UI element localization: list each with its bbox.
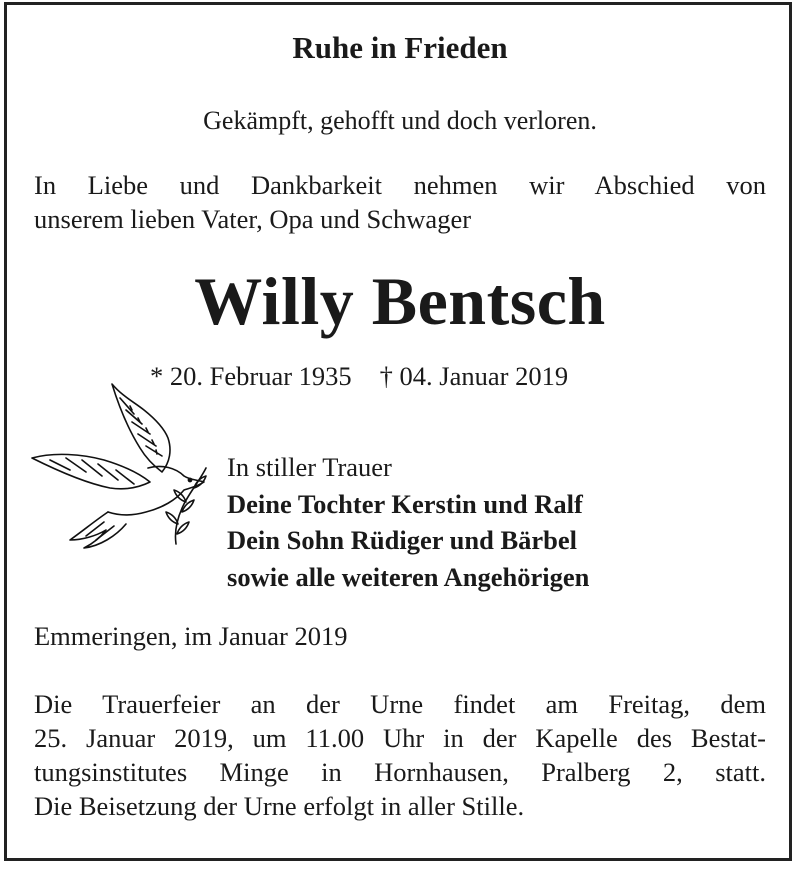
ceremony-text — [34, 687, 766, 823]
deceased-name: Willy Bentsch — [194, 263, 606, 339]
intro-line-1: In Liebe und Dankbarkeit nehmen wir Abschied von — [34, 170, 766, 200]
ceremony-line-2: 25. Januar 2019, um 11.00 Uhr in der Kapelle des Bestat- — [34, 723, 766, 753]
death-date: † 04. Januar 2019 — [379, 361, 569, 391]
ceremony-line-4: Die Beisetzung der Urne erfolgt in aller Stille. — [34, 791, 525, 821]
ceremony-line-1: Die Trauerfeier an der Urne findet am Freitag, dem — [34, 689, 766, 719]
intro-text — [34, 168, 766, 236]
mourners-line-3: sowie alle weiteren Angehörigen — [227, 561, 590, 592]
motto: Gekämpft, gehofft und doch verloren. — [203, 106, 597, 135]
ceremony-line-3: tungsinstitutes Minge in Hornhausen, Pralberg 2, statt. — [34, 757, 766, 787]
intro-line-2: unserem lieben Vater, Opa und Schwager — [34, 204, 472, 234]
mourners-intro: In stiller Trauer — [227, 452, 392, 482]
mourners-block — [227, 449, 589, 595]
birth-date: * 20. Februar 1935 — [150, 361, 352, 391]
mourners-line-1: Deine Tochter Kerstin und Ralf — [227, 488, 583, 519]
heading: Ruhe in Frieden — [292, 30, 508, 65]
dove-with-olive-branch-icon — [30, 380, 216, 550]
place-date: Emmeringen, im Januar 2019 — [34, 621, 348, 651]
mourners-line-2: Dein Sohn Rüdiger und Bärbel — [227, 525, 577, 555]
